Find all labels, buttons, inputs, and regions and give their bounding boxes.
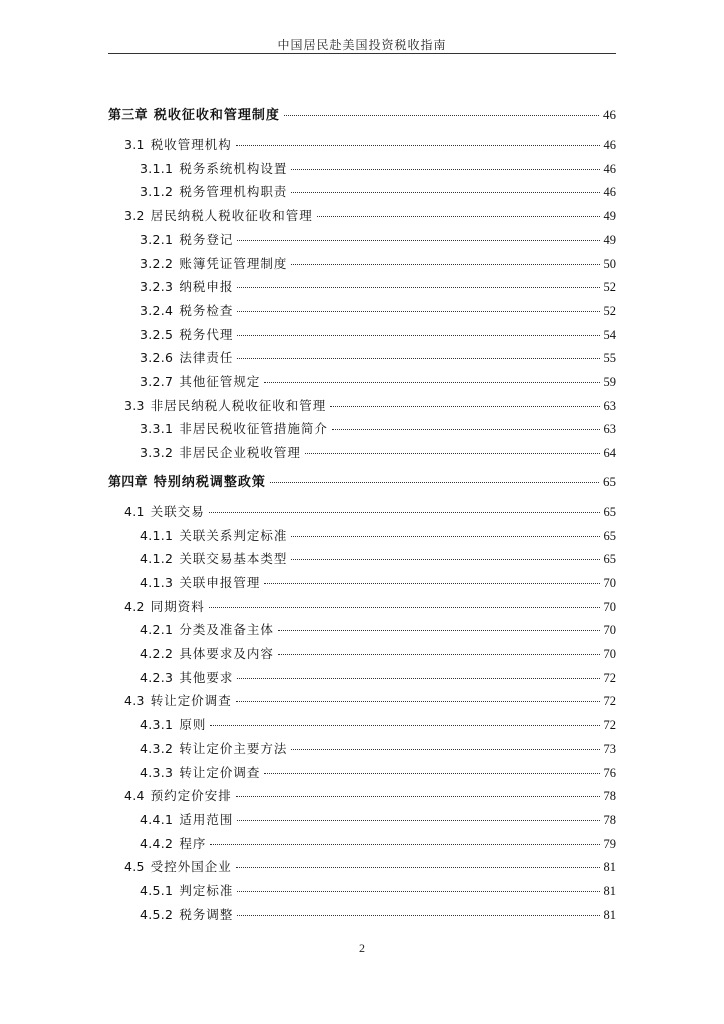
toc-page-number: 59 — [603, 375, 616, 389]
toc-entry-text: 税务管理机构职责 — [179, 184, 288, 200]
toc-entry-text: 关联交易 — [150, 503, 205, 519]
toc-entry-title — [108, 104, 280, 123]
toc-entry-number: 4.2.2 — [140, 646, 174, 661]
toc-entry-title — [140, 159, 287, 177]
toc-subsection-entry[interactable] — [140, 834, 616, 852]
dot-leader — [332, 429, 600, 430]
toc-subsection-entry[interactable] — [140, 419, 616, 437]
toc-entry-number: 3.2.5 — [140, 326, 174, 342]
toc-page-number: 73 — [603, 741, 616, 756]
toc-entry-text: 税务系统机构设置 — [179, 160, 288, 176]
toc-entry-text: 账簿凭证管理制度 — [179, 255, 288, 271]
toc-entry-title — [140, 301, 233, 319]
toc-entry-title — [124, 135, 232, 153]
dot-leader — [278, 654, 600, 655]
dot-leader — [317, 216, 600, 217]
toc-page-number: 65 — [603, 552, 616, 567]
toc-page-number: 50 — [603, 256, 616, 271]
toc-page-number: 55 — [603, 351, 616, 366]
toc-chapter-entry[interactable] — [108, 104, 616, 123]
dot-leader — [209, 512, 600, 513]
toc-subsection-entry[interactable] — [140, 372, 616, 390]
toc-entry-text: 转让定价调查 — [179, 764, 261, 780]
toc-entry-title — [124, 502, 205, 520]
toc-entry-text: 关联申报管理 — [179, 574, 261, 590]
dot-leader — [236, 867, 600, 868]
toc-page-number: 46 — [603, 107, 616, 122]
toc-entry-text: 非居民税收征管措施简介 — [179, 421, 328, 437]
toc-page-number: 52 — [603, 280, 616, 295]
toc-entry-title — [124, 206, 313, 224]
toc-subsection-entry[interactable] — [140, 254, 616, 272]
toc-entry-number: 4.2.3 — [140, 669, 174, 685]
toc-subsection-entry[interactable] — [140, 549, 616, 567]
dot-leader — [278, 630, 600, 631]
dot-leader — [210, 844, 599, 845]
toc-entry-title — [140, 526, 287, 544]
dot-leader — [237, 287, 599, 288]
toc-page-number: 70 — [603, 575, 616, 590]
toc-subsection-entry[interactable] — [140, 881, 616, 899]
toc-subsection-entry[interactable] — [140, 739, 616, 757]
toc-entry-title — [140, 443, 301, 461]
dot-leader — [237, 891, 599, 892]
toc-entry-title — [124, 691, 232, 709]
toc-entry-number: 3.3.2 — [140, 445, 174, 461]
toc-entry-text: 适用范围 — [179, 811, 234, 827]
dot-leader — [237, 915, 599, 916]
toc-entry-title — [140, 348, 233, 366]
header-rule — [108, 53, 616, 54]
toc-entry-number: 4.5.2 — [140, 906, 174, 922]
toc-entry-title — [140, 715, 206, 733]
toc-subsection-entry[interactable] — [140, 668, 616, 686]
toc-section-entry[interactable] — [124, 502, 616, 520]
dot-leader — [236, 145, 600, 146]
toc-entry-text: 居民纳税人税收征收和管理 — [150, 208, 313, 224]
toc-page-number: 70 — [603, 623, 616, 638]
dot-leader — [237, 311, 599, 312]
toc-page-number: 63 — [603, 398, 616, 413]
toc-page-number: 78 — [603, 789, 616, 804]
toc-entry-text: 判定标准 — [179, 883, 234, 898]
toc-entry-title — [140, 372, 260, 390]
toc-subsection-entry[interactable] — [140, 905, 616, 923]
toc-section-entry[interactable] — [124, 691, 616, 709]
toc-entry-number: 4.1.3 — [140, 574, 174, 590]
toc-entry-text: 原则 — [179, 717, 207, 733]
toc-entry-number: 3.3.1 — [140, 421, 174, 437]
toc-entry-number: 4.3.2 — [140, 740, 174, 756]
dot-leader — [291, 264, 599, 265]
toc-entry-number: 4.5.1 — [140, 883, 174, 898]
dot-leader — [284, 115, 599, 116]
toc-subsection-entry[interactable] — [140, 301, 616, 319]
dot-leader — [291, 192, 599, 193]
toc-entry-number: 3.2.7 — [140, 374, 174, 389]
toc-page-number: 72 — [603, 718, 616, 733]
toc-entry-text: 税务检查 — [179, 302, 234, 318]
toc-section-entry[interactable] — [124, 857, 616, 875]
toc-page-number: 65 — [603, 504, 616, 519]
toc-entry-title — [140, 182, 287, 200]
toc-entry-number: 4.3 — [124, 693, 145, 709]
toc-entry-title — [140, 905, 233, 923]
toc-entry-text: 关联关系判定标准 — [179, 527, 288, 543]
dot-leader — [236, 701, 600, 702]
toc-entry-number: 第三章 — [108, 108, 148, 123]
toc-entry-title — [140, 277, 233, 295]
toc-entry-text: 分类及准备主体 — [179, 622, 274, 638]
toc-subsection-entry[interactable] — [140, 644, 616, 662]
dot-leader — [291, 749, 599, 750]
toc-subsection-entry[interactable] — [140, 443, 616, 461]
toc-entry-number: 3.3 — [124, 397, 145, 413]
toc-entry-number: 4.1 — [124, 503, 145, 519]
toc-section-entry[interactable] — [124, 396, 616, 414]
dot-leader — [264, 583, 599, 584]
toc-entry-title — [140, 644, 274, 662]
toc-entry-number: 4.1.1 — [140, 527, 174, 543]
toc-entry-number: 3.2.2 — [140, 255, 174, 271]
toc-entry-text: 税收征收和管理制度 — [153, 108, 280, 123]
toc-section-entry[interactable] — [124, 786, 616, 804]
toc-page-number: 72 — [603, 670, 616, 685]
dot-leader — [291, 169, 599, 170]
toc-page-number: 54 — [603, 327, 616, 342]
dot-leader — [237, 678, 599, 679]
toc-entry-title — [140, 549, 287, 567]
toc-entry-text: 非居民企业税收管理 — [179, 445, 301, 461]
toc-page-number: 76 — [603, 765, 616, 780]
toc-entry-number: 3.2.1 — [140, 231, 174, 247]
toc-entry-text: 税务调整 — [179, 906, 234, 922]
toc-page-number: 46 — [603, 138, 616, 152]
toc-section-entry[interactable] — [124, 135, 616, 153]
toc-page-number: 81 — [603, 884, 616, 898]
toc-entry-number: 3.2.4 — [140, 302, 174, 318]
toc-page-number: 70 — [603, 647, 616, 661]
toc-entry-number: 4.5 — [124, 859, 145, 875]
toc-page-number: 63 — [603, 422, 616, 437]
toc-subsection-entry[interactable] — [140, 230, 616, 248]
dot-leader — [237, 358, 599, 359]
toc-entry-number: 4.4.2 — [140, 835, 174, 851]
toc-entry-title — [140, 254, 287, 272]
toc-page-number: 70 — [603, 599, 616, 614]
toc-entry-title — [140, 668, 233, 686]
toc-entry-text: 程序 — [179, 835, 207, 851]
toc-page-number: 64 — [603, 446, 616, 461]
toc-entry-text: 非居民纳税人税收征收和管理 — [150, 397, 327, 413]
toc-entry-number: 4.3.3 — [140, 764, 174, 780]
toc-entry-number: 3.1 — [124, 137, 145, 152]
toc-entry-number: 4.3.1 — [140, 717, 174, 733]
dot-leader — [270, 482, 599, 483]
running-header: 中国居民赴美国投资税收指南 — [277, 38, 447, 52]
toc-entry-text: 税务登记 — [179, 231, 234, 247]
toc-entry-text: 关联交易基本类型 — [179, 551, 288, 567]
toc-entry-number: 第四章 — [108, 474, 148, 490]
toc-entry-title — [140, 573, 260, 591]
toc-subsection-entry[interactable] — [140, 159, 616, 177]
dot-leader — [264, 382, 599, 383]
toc-page-number: 65 — [603, 473, 616, 489]
toc-entry-text: 同期资料 — [150, 598, 205, 614]
toc-entry-number: 3.2.3 — [140, 279, 174, 295]
toc-entry-text: 法律责任 — [179, 350, 234, 366]
toc-entry-title — [140, 620, 274, 638]
toc-page-number: 46 — [603, 185, 616, 200]
toc-page-number: 49 — [603, 232, 616, 247]
toc-page-number: 81 — [603, 860, 616, 875]
toc-entry-number: 3.1.2 — [140, 184, 174, 200]
toc-page-number: 72 — [603, 694, 616, 709]
toc-entry-number: 4.2.1 — [140, 622, 174, 638]
toc-page-number: 78 — [603, 812, 616, 827]
toc-entry-number: 3.2 — [124, 208, 145, 224]
toc-subsection-entry[interactable] — [140, 277, 616, 295]
toc-page-number: 46 — [603, 161, 616, 176]
toc-chapter-entry[interactable] — [108, 471, 616, 490]
toc-entry-title — [124, 597, 205, 615]
dot-leader — [237, 335, 599, 336]
toc-entry-text: 具体要求及内容 — [179, 646, 274, 661]
toc-entry-text: 转让定价主要方法 — [179, 740, 288, 756]
toc-page-number: 49 — [603, 209, 616, 224]
dot-leader — [209, 607, 600, 608]
toc-entry-text: 税收管理机构 — [150, 137, 232, 152]
dot-leader — [237, 820, 599, 821]
toc-entry-number: 3.2.6 — [140, 350, 174, 366]
toc-entry-text: 转让定价调查 — [150, 693, 232, 709]
toc-entry-number: 3.1.1 — [140, 160, 174, 176]
dot-leader — [330, 406, 599, 407]
toc-subsection-entry[interactable] — [140, 182, 616, 200]
toc-entry-title — [140, 419, 328, 437]
toc-page-number: 79 — [603, 836, 616, 851]
dot-leader — [305, 453, 600, 454]
toc-entry-text: 特别纳税调整政策 — [153, 474, 266, 490]
toc-entry-number: 4.4 — [124, 788, 145, 804]
toc-entry-title — [124, 786, 232, 804]
toc-section-entry[interactable] — [124, 597, 616, 615]
dot-leader — [291, 536, 599, 537]
dot-leader — [264, 773, 599, 774]
toc-subsection-entry[interactable] — [140, 526, 616, 544]
toc-subsection-entry[interactable] — [140, 620, 616, 638]
toc-entry-text: 其他要求 — [179, 669, 234, 685]
toc-entry-title — [124, 396, 326, 414]
toc-subsection-entry[interactable] — [140, 763, 616, 781]
toc-entry-title — [108, 471, 266, 490]
toc-entry-title — [140, 810, 233, 828]
dot-leader — [291, 559, 599, 560]
dot-leader — [210, 725, 599, 726]
toc-entry-text: 纳税申报 — [179, 279, 234, 295]
toc-subsection-entry[interactable] — [140, 348, 616, 366]
toc-entry-text: 预约定价安排 — [150, 788, 232, 804]
toc-entry-title — [140, 763, 260, 781]
toc-section-entry[interactable] — [124, 206, 616, 224]
page-number: 2 — [359, 941, 365, 955]
toc-entry-title — [140, 834, 206, 852]
toc-entry-number: 4.2 — [124, 598, 145, 614]
toc-page-number: 52 — [603, 303, 616, 318]
toc-subsection-entry[interactable] — [140, 715, 616, 733]
toc-page-number: 65 — [603, 528, 616, 543]
toc-entry-title — [140, 325, 233, 343]
toc-entry-title — [124, 857, 232, 875]
toc-subsection-entry[interactable] — [140, 573, 616, 591]
toc-subsection-entry[interactable] — [140, 810, 616, 828]
dot-leader — [237, 240, 599, 241]
toc-entry-text: 其他征管规定 — [179, 374, 261, 389]
toc-subsection-entry[interactable] — [140, 325, 616, 343]
toc-page-number: 81 — [603, 907, 616, 922]
toc-entry-number: 4.1.2 — [140, 551, 174, 567]
toc-entry-title — [140, 230, 233, 248]
toc-entry-title — [140, 739, 287, 757]
toc-entry-text: 税务代理 — [179, 326, 234, 342]
dot-leader — [236, 796, 600, 797]
toc-entry-text: 受控外国企业 — [150, 859, 232, 875]
toc-entry-number: 4.4.1 — [140, 811, 174, 827]
toc-entry-title — [140, 881, 233, 899]
